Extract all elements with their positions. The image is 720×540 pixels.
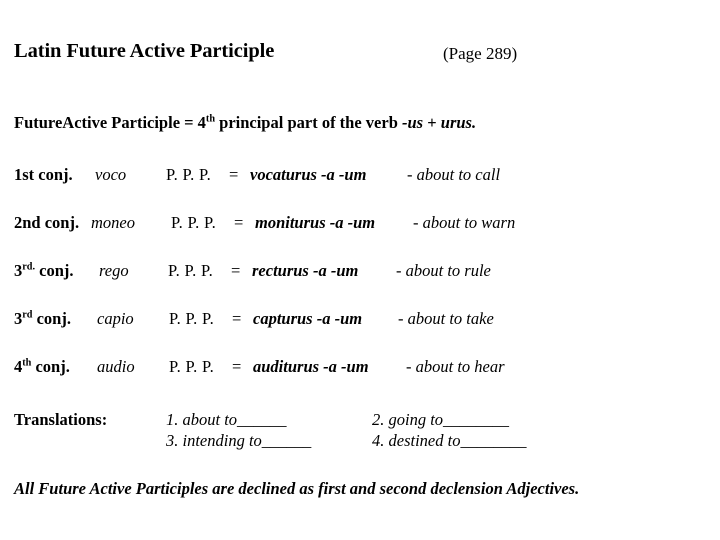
ordinal-superscript: th [22, 357, 32, 369]
conjugation-row [14, 213, 714, 235]
definition-line [14, 113, 476, 133]
title-row [14, 40, 704, 63]
ppp-label: P. P. P. [171, 213, 217, 232]
conjugation-ordinal [14, 261, 74, 281]
participle-gloss: - about to hear [406, 357, 505, 376]
participle-form: recturus -a -um [252, 261, 359, 280]
conjugation-ordinal [14, 165, 73, 185]
conjugation-row [14, 261, 714, 283]
conjugation-ordinal [14, 357, 70, 377]
participle-gloss: - about to rule [396, 261, 491, 280]
ordinal-number: 4 [14, 357, 23, 376]
ordinal-label: conj. [31, 357, 70, 376]
conjugation-ordinal [14, 213, 79, 233]
ppp-label: P. P. P. [169, 309, 215, 328]
conjugation-row [14, 357, 714, 379]
ordinal-superscript: rd [22, 309, 33, 321]
ppp-label: P. P. P. [169, 357, 215, 376]
conjugation-row [14, 309, 714, 331]
participle-gloss: - about to call [407, 165, 501, 184]
verb-principal: voco [95, 165, 127, 184]
participle-gloss: - about to warn [413, 213, 516, 232]
participle-form: capturus -a -um [253, 309, 363, 328]
page-reference: (Page 289) [443, 44, 518, 63]
ordinal-label: conj. [35, 261, 74, 280]
ppp-label: P. P. P. [166, 165, 212, 184]
participle-gloss: - about to take [398, 309, 494, 328]
translation-item: 1. about to______ [166, 410, 287, 429]
footnote-text: All Future Active Participles are declined as first and second declension Adjectives. [14, 479, 580, 498]
definition-plus: + [423, 113, 441, 132]
translation-item: 4. destined to________ [372, 431, 527, 450]
participle-form: moniturus -a -um [255, 213, 376, 232]
conjugation-row [14, 165, 714, 187]
definition-middle: principal part of the verb [215, 113, 403, 132]
ordinal-number: 2nd [14, 213, 41, 232]
participle-form: auditurus -a -um [253, 357, 369, 376]
equals-sign: = [231, 261, 241, 280]
participle-form: vocaturus -a -um [250, 165, 367, 184]
equals-sign: = [229, 165, 239, 184]
definition-suffix: urus [440, 113, 472, 132]
conjugation-ordinal [14, 309, 71, 329]
ordinal-label: conj. [32, 309, 71, 328]
verb-principal: audio [97, 357, 135, 376]
page-title: Latin Future Active Participle [14, 40, 275, 62]
ordinal-label: conj. [34, 165, 73, 184]
equals-sign: = [232, 309, 242, 328]
ordinal-number: 1st [14, 165, 35, 184]
definition-period: . [471, 113, 477, 132]
equals-sign: = [232, 357, 242, 376]
verb-principal: rego [99, 261, 129, 280]
verb-principal: moneo [91, 213, 135, 232]
translation-item: 2. going to________ [372, 410, 510, 429]
ordinal-superscript: rd. [22, 261, 36, 273]
definition-stem: -us [402, 113, 424, 132]
ordinal-number: 3 [14, 309, 23, 328]
equals-sign: = [234, 213, 244, 232]
ppp-label: P. P. P. [168, 261, 214, 280]
ordinal-number: 3 [14, 261, 23, 280]
verb-principal: capio [97, 309, 134, 328]
ordinal-label: conj. [40, 213, 80, 232]
definition-ordinal-suffix: th [205, 113, 216, 125]
translation-item: 3. intending to______ [166, 431, 312, 450]
definition-prefix: FutureActive Participle = 4 [14, 113, 206, 132]
translations-label: Translations: [14, 410, 108, 429]
